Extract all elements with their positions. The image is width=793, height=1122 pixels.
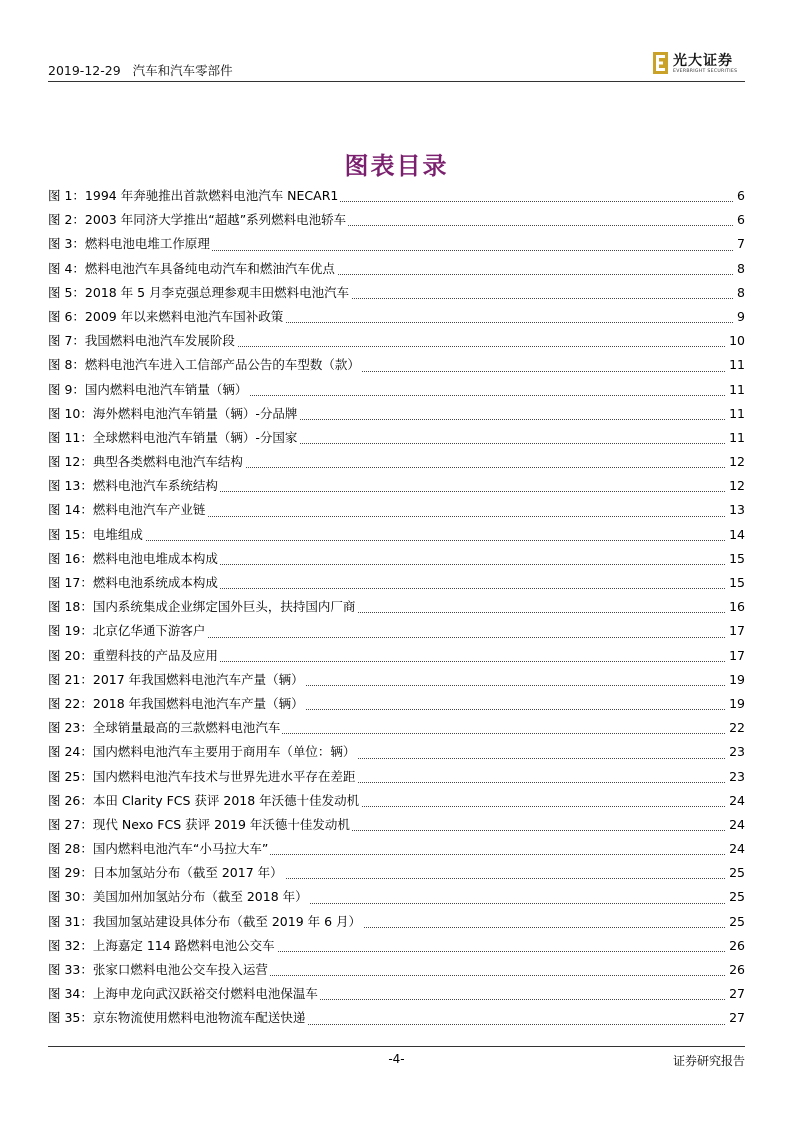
toc-entry[interactable] <box>48 644 745 668</box>
toc-entry-page: 17 <box>726 644 745 668</box>
toc-entry[interactable] <box>48 982 745 1006</box>
toc-entry[interactable] <box>48 498 745 522</box>
page-number: -4- <box>388 1052 405 1066</box>
toc-entry-label: 图 28：国内燃料电池汽车“小马拉大车” <box>48 841 269 857</box>
toc-entry-label: 图 34：上海申龙向武汉跃裕交付燃料电池保温车 <box>48 986 318 1002</box>
toc-entry-label: 图 23：全球销量最高的三款燃料电池汽车 <box>48 720 281 736</box>
footer-divider <box>48 1046 745 1047</box>
toc-entry-page: 23 <box>726 740 745 764</box>
toc-entry-label: 图 31：我国加氢站建设具体分布（截至 2019 年 6 月） <box>48 913 362 929</box>
toc-entry[interactable] <box>48 692 745 716</box>
toc-entry-page: 6 <box>734 208 745 232</box>
toc-entry-label: 图 3：燃料电池电堆工作原理 <box>48 236 210 252</box>
toc-entry-page: 12 <box>726 450 745 474</box>
toc-entry-label: 图 4：燃料电池汽车具备纯电动汽车和燃油汽车优点 <box>48 260 335 276</box>
toc-entry-page: 8 <box>734 257 745 281</box>
toc-entry[interactable] <box>48 765 745 789</box>
toc-entry-page: 15 <box>726 571 745 595</box>
dot-leader <box>48 540 745 541</box>
toc-entry[interactable] <box>48 716 745 740</box>
toc-entry-label: 图 21：2017 年我国燃料电池汽车产量（辆） <box>48 671 304 687</box>
header-divider <box>48 81 745 82</box>
toc-entry[interactable] <box>48 474 745 498</box>
toc-entry[interactable] <box>48 910 745 934</box>
toc-entry-page: 7 <box>734 232 745 256</box>
toc-entry[interactable] <box>48 934 745 958</box>
toc-entry-label: 图 33：张家口燃料电池公交车投入运营 <box>48 962 268 977</box>
toc-entry-label: 图 32：上海嘉定 114 路燃料电池公交车 <box>48 937 275 953</box>
toc-entry-page: 27 <box>726 1006 745 1030</box>
toc-entry-page: 11 <box>726 402 745 426</box>
header-info <box>48 61 233 79</box>
toc-entry[interactable] <box>48 740 745 764</box>
toc-entry-page: 11 <box>726 426 745 450</box>
toc-entry-label: 图 25：国内燃料电池汽车技术与世界先进水平存在差距 <box>48 768 356 784</box>
header-category: 汽车和汽车零部件 <box>132 63 233 78</box>
toc-entry-page: 16 <box>726 595 745 619</box>
toc-entry[interactable] <box>48 958 745 982</box>
toc-entry-page: 23 <box>726 765 745 789</box>
toc-entry[interactable] <box>48 402 745 426</box>
toc-entry[interactable] <box>48 450 745 474</box>
toc-entry-label: 图 10：海外燃料电池汽车销量（辆）-分品牌 <box>48 405 298 421</box>
toc-entry-label: 图 27：现代 Nexo FCS 获评 2019 年沃德十佳发动机 <box>48 816 350 832</box>
toc-entry-page: 19 <box>726 668 745 692</box>
toc-entry-label: 图 6：2009 年以来燃料电池汽车国补政策 <box>48 308 284 324</box>
toc-entry-label: 图 5：2018 年 5 月李克强总理参观丰田燃料电池汽车 <box>48 284 350 300</box>
toc-entry-page: 13 <box>726 498 745 522</box>
toc-entry-page: 24 <box>726 789 745 813</box>
toc-entry-label: 图 8：燃料电池汽车进入工信部产品公告的车型数（款） <box>48 357 360 373</box>
toc-entry-label: 图 24：国内燃料电池汽车主要用于商用车（单位：辆） <box>48 744 356 760</box>
toc-entry[interactable] <box>48 281 745 305</box>
toc-entry[interactable] <box>48 378 745 402</box>
toc-entry-label: 图 2：2003 年同济大学推出“超越”系列燃料电池轿车 <box>48 212 347 228</box>
toc-entry[interactable] <box>48 595 745 619</box>
toc-entry-page: 26 <box>726 934 745 958</box>
toc-entry-page: 17 <box>726 619 745 643</box>
page-header <box>48 52 745 84</box>
toc-entry-label: 图 20：重塑科技的产品及应用 <box>48 647 218 663</box>
toc-entry-label: 图 17：燃料电池系统成本构成 <box>48 575 218 590</box>
toc-entry-page: 11 <box>726 353 745 377</box>
toc-entry-page: 24 <box>726 813 745 837</box>
toc-entry-label: 图 7：我国燃料电池汽车发展阶段 <box>48 333 235 349</box>
toc-entry-page: 27 <box>726 982 745 1006</box>
toc-entry-page: 25 <box>726 861 745 885</box>
toc-entry[interactable] <box>48 1006 745 1030</box>
toc-entry[interactable] <box>48 837 745 861</box>
toc-entry[interactable] <box>48 571 745 595</box>
page-title: 图表目录 <box>344 151 449 180</box>
toc-entry-page: 19 <box>726 692 745 716</box>
toc-entry[interactable] <box>48 861 745 885</box>
toc-entry-label: 图 22：2018 年我国燃料电池汽车产量（辆） <box>48 695 304 711</box>
toc-entry[interactable] <box>48 353 745 377</box>
logo-english-name: EVERBRIGHT SECURITIES <box>673 69 738 74</box>
toc-entry-label: 图 19：北京亿华通下游客户 <box>48 623 206 639</box>
report-type-label: 证券研究报告 <box>672 1054 745 1068</box>
toc-entry-label: 图 9：国内燃料电池汽车销量（辆） <box>48 381 248 397</box>
toc-entry[interactable] <box>48 789 745 813</box>
toc-entry-page: 8 <box>734 281 745 305</box>
toc-entry-label: 图 11：全球燃料电池汽车销量（辆）-分国家 <box>48 429 298 445</box>
toc-entry[interactable] <box>48 329 745 353</box>
toc-entry[interactable] <box>48 619 745 643</box>
toc-entry-label: 图 13：燃料电池汽车系统结构 <box>48 478 218 494</box>
toc-entry[interactable] <box>48 523 745 547</box>
toc-entry[interactable] <box>48 184 745 208</box>
toc-entry-label: 图 16：燃料电池电堆成本构成 <box>48 550 218 566</box>
toc-entry-page: 14 <box>726 523 745 547</box>
toc-entry-page: 22 <box>726 716 745 740</box>
toc-entry[interactable] <box>48 885 745 909</box>
toc-entry-label: 图 35：京东物流使用燃料电池物流车配送快递 <box>48 1010 306 1026</box>
toc-entry-page: 24 <box>726 837 745 861</box>
toc-entry-page: 25 <box>726 885 745 909</box>
toc-entry[interactable] <box>48 232 745 256</box>
toc-entry-page: 9 <box>734 305 745 329</box>
toc-entry-label: 图 14：燃料电池汽车产业链 <box>48 502 206 518</box>
toc-entry[interactable] <box>48 547 745 571</box>
toc-entry[interactable] <box>48 426 745 450</box>
toc-entry[interactable] <box>48 257 745 281</box>
toc-entry-label: 图 15：电堆组成 <box>48 526 143 542</box>
table-of-figures <box>48 184 745 1031</box>
toc-entry-page: 11 <box>726 378 745 402</box>
toc-entry-label: 图 1：1994 年奔驰推出首款燃料电池汽车 NECAR1 <box>48 188 339 203</box>
toc-entry[interactable] <box>48 305 745 329</box>
everbright-logo-icon <box>653 52 668 74</box>
toc-entry[interactable] <box>48 668 745 692</box>
toc-entry-page: 15 <box>726 547 745 571</box>
toc-entry-label: 图 26：本田 Clarity FCS 获评 2018 年沃德十佳发动机 <box>48 792 360 808</box>
page-footer <box>48 1046 745 1068</box>
toc-entry-label: 图 29：日本加氢站分布（截至 2017 年） <box>48 865 283 881</box>
toc-entry[interactable] <box>48 208 745 232</box>
toc-entry-page: 26 <box>726 958 745 982</box>
header-date: 2019-12-29 <box>48 63 121 78</box>
toc-entry-label: 图 18：国内系统集成企业绑定国外巨头，扶持国内厂商 <box>48 599 356 615</box>
toc-entry-label: 图 12：典型各类燃料电池汽车结构 <box>48 454 243 470</box>
company-logo <box>653 50 745 80</box>
toc-entry-label: 图 30：美国加州加氢站分布（截至 2018 年） <box>48 889 308 905</box>
toc-entry-page: 12 <box>726 474 745 498</box>
toc-entry-page: 25 <box>726 910 745 934</box>
toc-entry[interactable] <box>48 813 745 837</box>
logo-chinese-name: 光大证券 <box>673 53 733 69</box>
toc-entry-page: 10 <box>726 329 745 353</box>
toc-entry-page: 6 <box>734 184 745 208</box>
